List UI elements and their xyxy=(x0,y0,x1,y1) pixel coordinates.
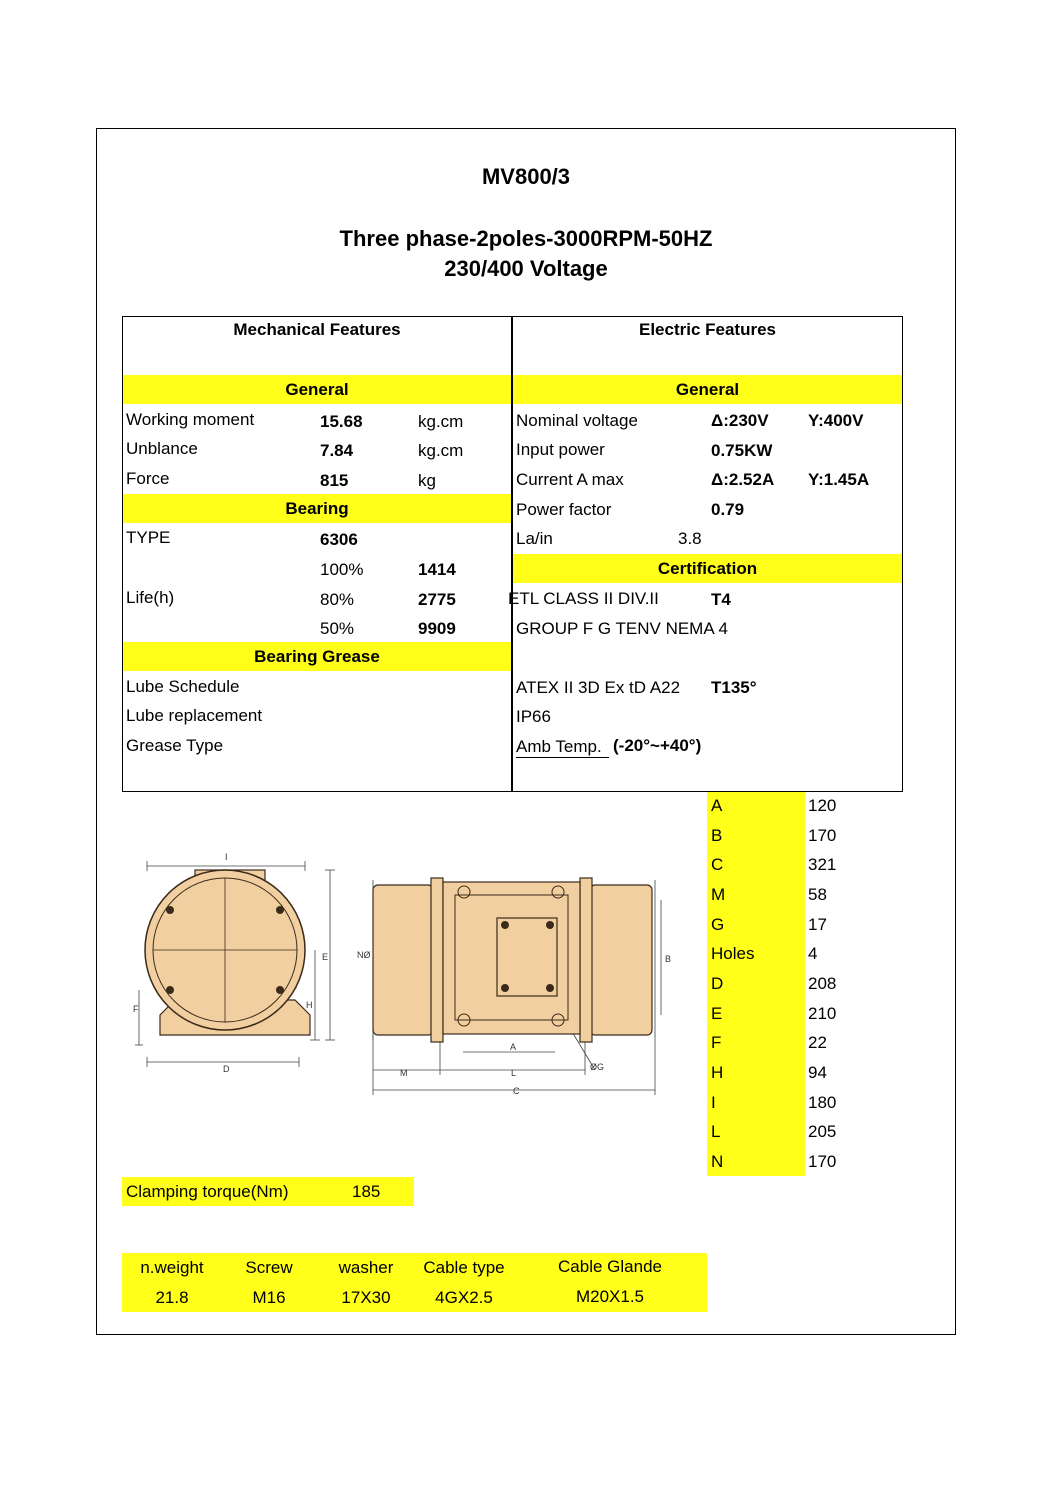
drawing-label-n: NØ xyxy=(357,950,371,960)
etl-value: T4 xyxy=(711,590,731,609)
etl-label: ETL CLASS II DIV.II xyxy=(508,589,659,608)
dimension-key-m: M xyxy=(711,884,726,904)
certification-bar: Certification xyxy=(513,554,902,583)
drawing-label-a: A xyxy=(510,1042,517,1052)
amb-temp-value: (-20°~+40°) xyxy=(613,736,702,755)
dimension-value-i: 180 xyxy=(808,1092,837,1112)
working-moment-value: 15.68 xyxy=(320,412,363,431)
spec-head-4: Cable Glande xyxy=(558,1257,662,1276)
atex-label: ATEX II 3D Ex tD A22 xyxy=(516,678,681,697)
drawing-label-l: L xyxy=(511,1068,517,1078)
nominal-voltage-label: Nominal voltage xyxy=(516,411,638,430)
subtitle: Three phase-2poles-3000RPM-50HZ xyxy=(339,226,713,251)
lube-schedule-label: Lube Schedule xyxy=(126,677,240,696)
life-pct-100: 100% xyxy=(320,560,364,579)
unbalance-value: 7.84 xyxy=(320,441,354,460)
bearing-grease-bar: Bearing Grease xyxy=(123,642,511,671)
current-star: Y:1.45A xyxy=(808,470,870,489)
amb-temp-label: Amb Temp. xyxy=(516,737,609,758)
voltage-line: 230/400 Voltage xyxy=(444,256,608,281)
spec-head-3: Cable type xyxy=(423,1258,505,1277)
drawing-label-c: C xyxy=(513,1086,520,1096)
dimension-key-holes: Holes xyxy=(711,944,755,964)
dimension-value-l: 205 xyxy=(808,1122,837,1142)
dimension-key-c: C xyxy=(711,855,724,875)
dimension-value-n: 170 xyxy=(808,1151,837,1171)
lube-replacement-label: Lube replacement xyxy=(126,706,263,725)
dimension-key-i: I xyxy=(711,1092,716,1112)
dimension-value-m: 58 xyxy=(808,884,827,904)
working-moment-unit: kg.cm xyxy=(418,412,464,431)
grease-type-label: Grease Type xyxy=(126,736,224,755)
unbalance-unit: kg.cm xyxy=(418,441,464,460)
unbalance-label: Unblance xyxy=(126,439,198,458)
clamping-torque-value: 185 xyxy=(352,1182,381,1201)
motor-drawing xyxy=(125,840,695,1105)
mechanical-general-bar: General xyxy=(123,375,511,404)
ip-rating: IP66 xyxy=(516,707,551,726)
electric-header: Electric Features xyxy=(638,320,776,339)
nominal-voltage-star: Y:400V xyxy=(808,411,864,430)
input-power-value: 0.75KW xyxy=(711,441,773,460)
clamping-torque-label: Clamping torque(Nm) xyxy=(126,1182,289,1201)
force-unit: kg xyxy=(418,471,436,490)
drawing-label-e: E xyxy=(322,952,329,962)
bearing-bar: Bearing xyxy=(123,494,511,523)
spec-head-2: washer xyxy=(338,1258,394,1277)
power-factor-label: Power factor xyxy=(516,500,612,519)
electric-general-bar: General xyxy=(513,375,902,404)
dimension-value-b: 170 xyxy=(808,825,837,845)
life-hours-100: 1414 xyxy=(418,560,456,579)
drawing-label-f: F xyxy=(133,1004,139,1014)
model-title: MV800/3 xyxy=(481,164,571,189)
bearing-type-value: 6306 xyxy=(320,530,358,549)
la-in-value: 3.8 xyxy=(678,529,702,548)
life-hours-50: 9909 xyxy=(418,619,456,638)
drawing-label-m: M xyxy=(400,1068,408,1078)
spec-value-4: M20X1.5 xyxy=(575,1287,645,1306)
spec-head-1: Screw xyxy=(245,1258,293,1277)
working-moment-label: Working moment xyxy=(126,410,255,429)
drawing-label-b: B xyxy=(665,954,672,964)
power-factor-value: 0.79 xyxy=(711,500,745,519)
drawing-label-d: D xyxy=(223,1064,230,1074)
dimension-value-e: 210 xyxy=(808,1003,837,1023)
bearing-type-label: TYPE xyxy=(126,528,171,547)
dimension-key-g: G xyxy=(711,914,725,934)
life-pct-50: 50% xyxy=(320,619,355,638)
life-hours-80: 2775 xyxy=(418,590,456,609)
mechanical-header: Mechanical Features xyxy=(233,320,401,339)
spec-head-0: n.weight xyxy=(140,1258,204,1277)
dimension-value-d: 208 xyxy=(808,973,837,993)
spec-value-2: 17X30 xyxy=(341,1288,391,1307)
drawing-label-g: ØG xyxy=(590,1062,605,1072)
spec-value-0: 21.8 xyxy=(155,1288,189,1307)
dimension-key-f: F xyxy=(711,1033,722,1053)
dimension-value-g: 17 xyxy=(808,914,827,934)
dimension-key-e: E xyxy=(711,1003,723,1023)
atex-value: T135° xyxy=(711,678,757,697)
current-delta: Δ:2.52A xyxy=(711,470,775,489)
dimension-key-d: D xyxy=(711,973,724,993)
dimension-value-holes: 4 xyxy=(808,944,818,964)
spec-value-3: 4GX2.5 xyxy=(435,1288,493,1307)
dimension-value-a: 120 xyxy=(808,796,837,815)
input-power-label: Input power xyxy=(516,440,605,459)
dimension-key-a: A xyxy=(711,796,723,815)
drawing-label-i: I xyxy=(225,852,228,862)
motor-side-view xyxy=(373,878,652,1042)
nominal-voltage-delta: Δ:230V xyxy=(711,411,769,430)
dimension-key-n: N xyxy=(711,1151,724,1171)
current-label: Current A max xyxy=(516,470,624,489)
life-pct-80: 80% xyxy=(320,590,355,609)
drawing-label-h: H xyxy=(306,1000,313,1010)
life-label: Life(h) xyxy=(126,588,175,607)
dimension-key-h: H xyxy=(711,1062,724,1082)
dimension-value-c: 321 xyxy=(808,855,837,875)
la-in-label: La/in xyxy=(516,529,553,548)
group-label: GROUP F G TENV NEMA 4 xyxy=(516,619,728,638)
dimension-value-h: 94 xyxy=(808,1062,827,1082)
dimension-key-b: B xyxy=(711,825,723,845)
dimension-key-l: L xyxy=(711,1122,721,1142)
force-label: Force xyxy=(126,469,170,488)
motor-front-view xyxy=(145,870,310,1035)
force-value: 815 xyxy=(320,471,349,490)
spec-value-1: M16 xyxy=(252,1288,286,1307)
dimension-value-f: 22 xyxy=(808,1033,827,1053)
